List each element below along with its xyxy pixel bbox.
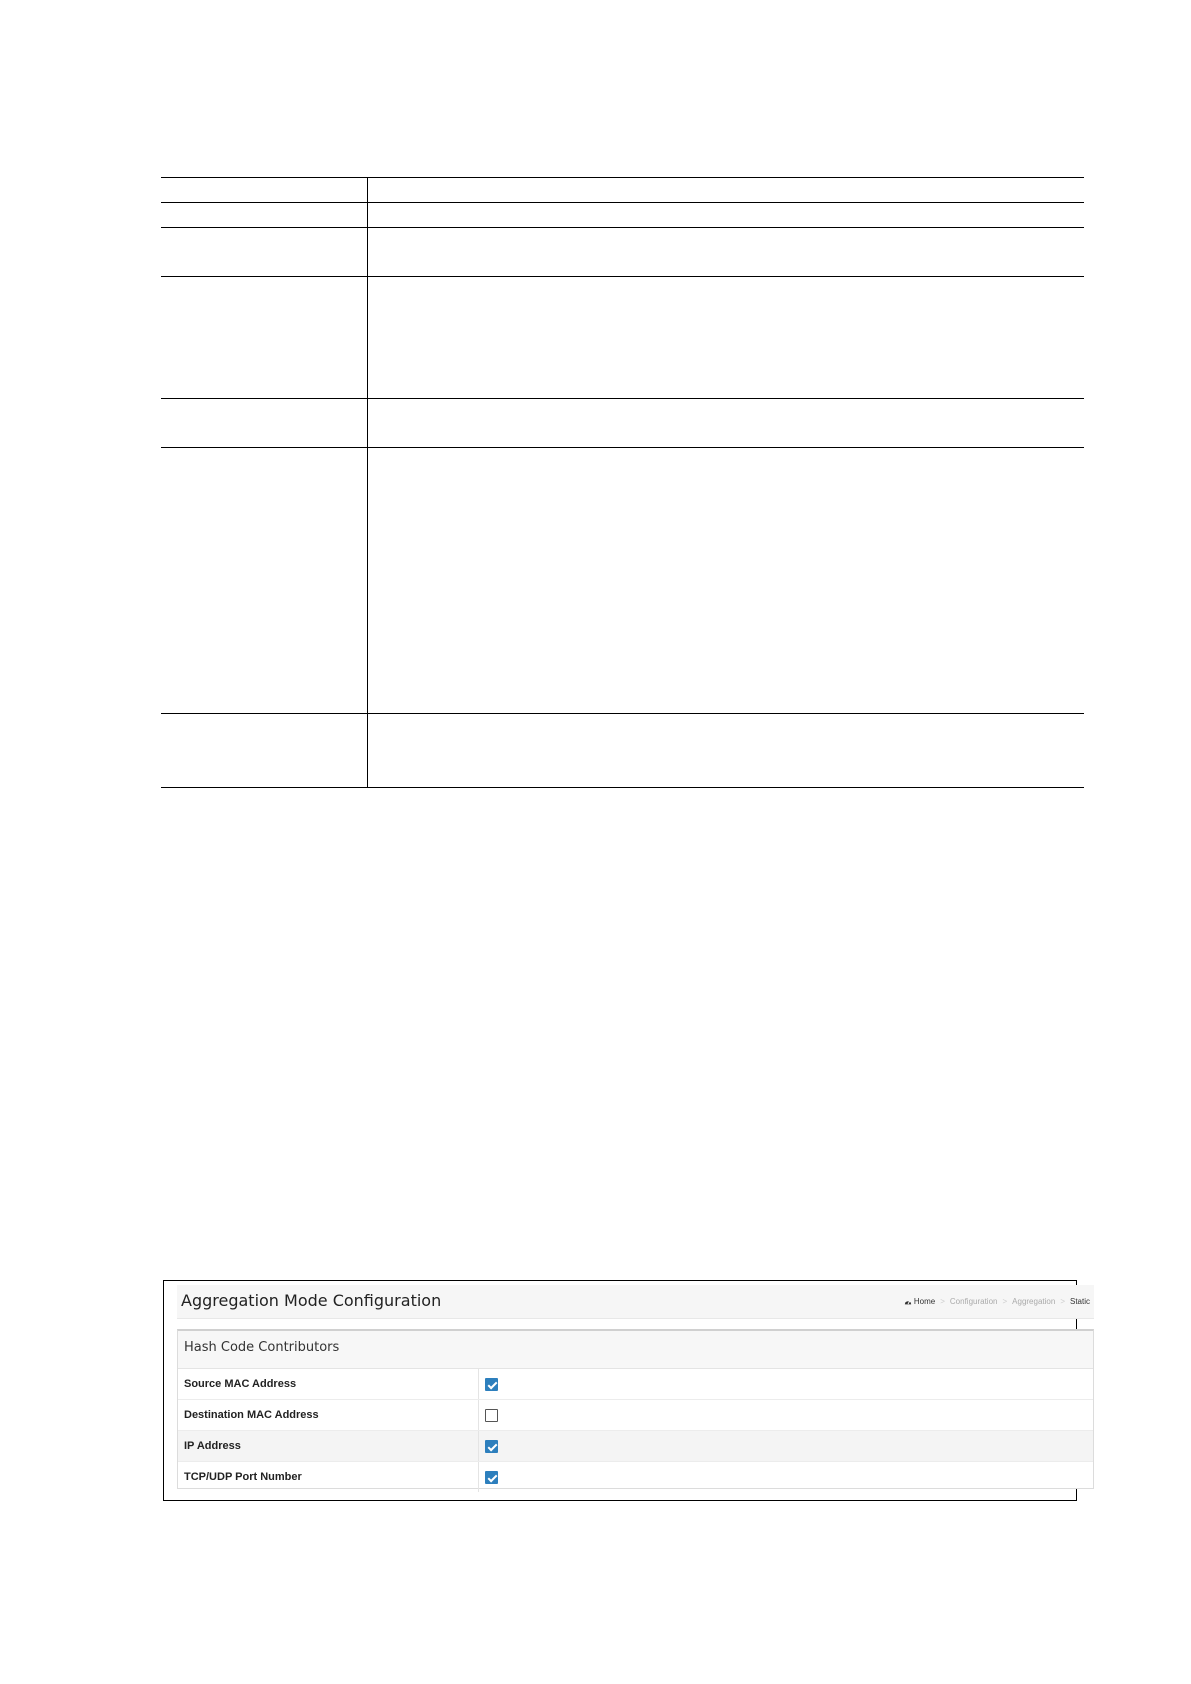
parameter-table: [161, 177, 1084, 788]
breadcrumb-home[interactable]: Home: [913, 1297, 936, 1306]
table-row: [161, 448, 1084, 714]
table-row: [161, 228, 1084, 277]
table-row: [161, 399, 1084, 448]
hash-row-ip-address: [178, 1431, 1093, 1462]
breadcrumb-static: Static: [1069, 1297, 1090, 1306]
breadcrumb: [904, 1297, 1090, 1306]
param-name-cell: [161, 178, 368, 202]
table-row: [161, 203, 1084, 228]
destination-mac-checkbox[interactable]: [485, 1409, 498, 1422]
port-number-checkbox[interactable]: [485, 1471, 498, 1484]
page-title: Aggregation Mode Configuration: [181, 1291, 442, 1310]
param-description-cell: [368, 277, 1084, 398]
param-description-cell: [368, 178, 1084, 202]
dashboard-icon: [904, 1298, 912, 1306]
hash-row-destination-mac: [178, 1400, 1093, 1431]
param-description-cell: [368, 203, 1084, 227]
param-description-cell: [368, 228, 1084, 276]
panel-heading: Hash Code Contributors: [178, 1331, 1093, 1369]
hash-row-label: Source MAC Address: [178, 1369, 479, 1399]
table-row: [161, 277, 1084, 399]
breadcrumb-configuration[interactable]: Configuration: [949, 1297, 998, 1306]
table-row: [161, 714, 1084, 788]
param-name-cell: [161, 448, 368, 713]
param-name-cell: [161, 277, 368, 398]
hash-row-port-number: [178, 1462, 1093, 1492]
param-description-cell: [368, 714, 1084, 787]
source-mac-checkbox[interactable]: [485, 1378, 498, 1391]
param-name-cell: [161, 228, 368, 276]
hash-code-panel: [177, 1329, 1094, 1489]
hash-row-label: TCP/UDP Port Number: [178, 1462, 479, 1492]
breadcrumb-aggregation[interactable]: Aggregation: [1012, 1297, 1056, 1306]
page-header: [177, 1285, 1094, 1319]
hash-row-label: Destination MAC Address: [178, 1400, 479, 1430]
param-name-cell: [161, 399, 368, 447]
breadcrumb-separator: >: [1002, 1297, 1008, 1306]
param-name-cell: [161, 714, 368, 787]
param-description-cell: [368, 399, 1084, 447]
aggregation-mode-screenshot: [163, 1280, 1090, 1501]
ip-address-checkbox[interactable]: [485, 1440, 498, 1453]
param-description-cell: [368, 448, 1084, 713]
param-name-cell: [161, 203, 368, 227]
table-row: [161, 178, 1084, 203]
breadcrumb-separator: >: [940, 1297, 945, 1306]
hash-row-label: IP Address: [178, 1431, 479, 1461]
breadcrumb-separator: >: [1060, 1297, 1065, 1306]
hash-row-source-mac: [178, 1369, 1093, 1400]
